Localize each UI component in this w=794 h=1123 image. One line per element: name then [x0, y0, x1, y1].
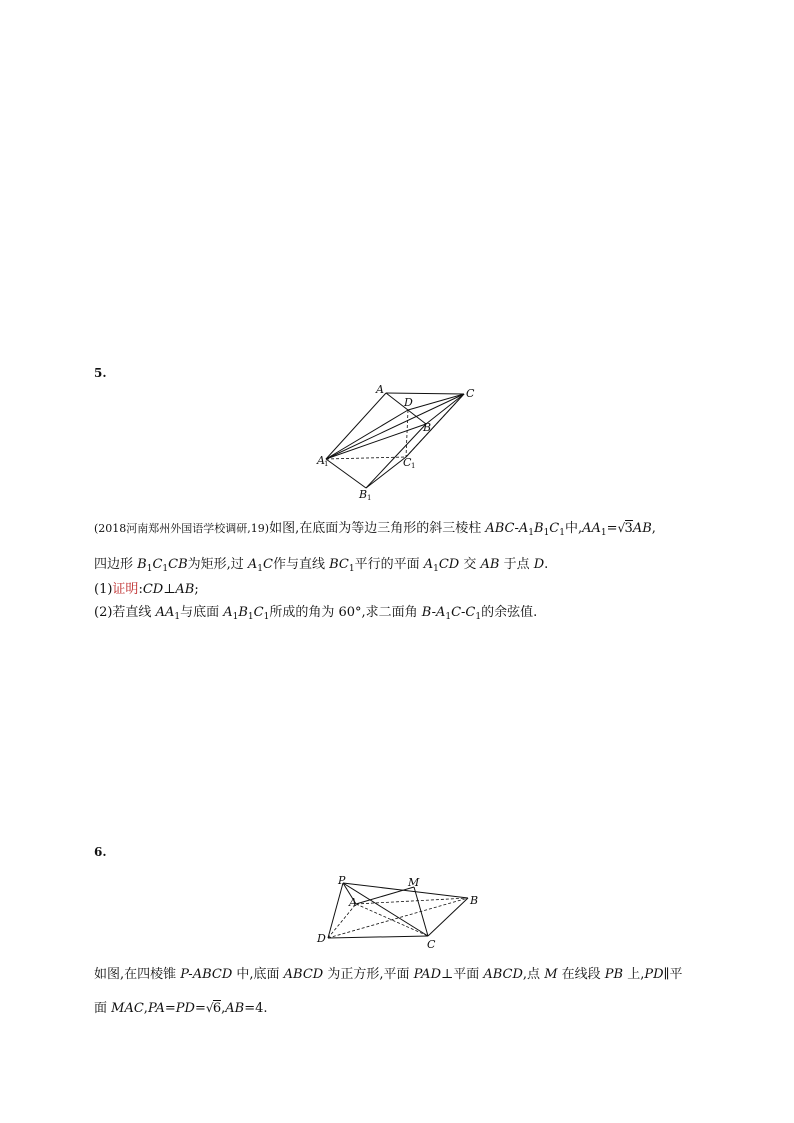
- math: C: [549, 521, 560, 536]
- label-p: P: [338, 874, 346, 887]
- label-a: A: [376, 383, 384, 396]
- label-b: B: [470, 894, 479, 907]
- math: CD: [438, 557, 460, 572]
- prove-keyword: 证明: [112, 582, 139, 597]
- q5-part-2: [94, 604, 537, 626]
- q5-part-1: [94, 581, 199, 599]
- label-d: D: [404, 396, 413, 409]
- math: B-A: [421, 605, 446, 620]
- text: 作与直线: [272, 557, 330, 572]
- edge-aa1: [326, 393, 386, 459]
- subscript: 1: [445, 612, 452, 622]
- math: BC: [329, 557, 349, 572]
- text: =4.: [244, 1001, 268, 1016]
- math: CB: [168, 557, 188, 572]
- q5-line-1: [94, 520, 656, 542]
- text: ,: [143, 1001, 148, 1016]
- prism-figure: [310, 380, 490, 505]
- math: AB: [480, 557, 500, 572]
- sqrt-3: √ 3: [617, 521, 633, 536]
- question-5-number: 5.: [94, 366, 107, 380]
- q6-line-1: [94, 966, 683, 984]
- math: AB: [632, 521, 652, 536]
- text: ∥平: [663, 967, 683, 982]
- math: MAC: [111, 1001, 144, 1016]
- label-c1-sub: 1: [411, 462, 416, 470]
- math: ABCD: [483, 967, 523, 982]
- math: ABC-A: [485, 521, 529, 536]
- text: 如图,在四棱锥: [94, 967, 181, 982]
- math: AA: [155, 605, 175, 620]
- math: CD⊥AB: [142, 582, 195, 597]
- math: AA: [582, 521, 601, 536]
- edge-pb: [343, 883, 468, 898]
- text: 中,: [564, 521, 583, 536]
- text: (2)若直线: [94, 605, 156, 620]
- subscript: 1: [475, 612, 482, 622]
- text: 为正方形,平面: [323, 967, 414, 982]
- math: P-ABCD: [180, 967, 233, 982]
- subscript: 1: [232, 612, 239, 622]
- radicand: 3: [624, 521, 633, 536]
- math: B: [137, 557, 147, 572]
- text: 中,底面: [232, 967, 284, 982]
- text: 四边形: [94, 557, 138, 572]
- label-a1: A: [317, 454, 325, 467]
- text: 上,: [623, 967, 645, 982]
- text: 与底面: [180, 605, 224, 620]
- text: =: [606, 521, 618, 536]
- math: C: [263, 557, 273, 572]
- math: AB: [225, 1001, 245, 1016]
- math: ABCD: [283, 967, 324, 982]
- math: C: [152, 557, 163, 572]
- subscript: 1: [559, 528, 565, 538]
- subscript: 1: [543, 528, 550, 538]
- label-b1-sub: 1: [367, 494, 372, 502]
- subscript: 1: [257, 564, 264, 574]
- text: ,: [221, 1001, 226, 1016]
- edge-am: [356, 887, 414, 904]
- math: D: [533, 557, 545, 572]
- label-b1: B: [359, 488, 368, 501]
- math: PB: [604, 967, 624, 982]
- math: B: [238, 605, 248, 620]
- math: M: [544, 967, 558, 982]
- edge-b1c1: [366, 457, 406, 488]
- subscript: 1: [247, 612, 254, 622]
- label-d: D: [317, 932, 326, 945]
- edge-c1c-dashed: [406, 394, 464, 457]
- math: C: [253, 605, 264, 620]
- label-c1: C: [403, 456, 412, 469]
- math: B: [534, 521, 544, 536]
- label-a: A: [349, 896, 357, 909]
- math: A: [247, 557, 258, 572]
- math: PD: [644, 967, 664, 982]
- edge-cb: [428, 898, 468, 936]
- q5-line-2: [94, 556, 548, 578]
- text: 如图,在底面为等边三角形的斜三棱柱: [269, 521, 486, 536]
- edge-dc1-dashed: [406, 410, 408, 457]
- edge-a1b1: [326, 459, 366, 488]
- text: 交: [459, 557, 481, 572]
- label-c: C: [466, 387, 475, 400]
- subscript: 1: [174, 612, 181, 622]
- edge-pd: [328, 883, 343, 938]
- subscript: 1: [433, 564, 439, 574]
- subscript: 1: [528, 528, 534, 538]
- text: ,点: [522, 967, 545, 982]
- text: ,: [651, 521, 656, 536]
- math: C-C: [451, 605, 476, 620]
- label-m: M: [408, 876, 420, 889]
- label-b: B: [423, 421, 432, 434]
- question-6-number: 6.: [94, 845, 107, 859]
- part-label: (1): [94, 582, 113, 597]
- text: 所成的角为 60°,求二面角: [269, 605, 422, 620]
- pyramid-figure: [310, 870, 490, 952]
- text: 为矩形,过: [187, 557, 248, 572]
- text: 在线段: [557, 967, 605, 982]
- edge-bb1: [366, 424, 426, 488]
- text: ⊥平面: [441, 967, 484, 982]
- subscript: 1: [146, 564, 153, 574]
- label-a1-sub: 1: [324, 460, 329, 468]
- subscript: 1: [600, 528, 607, 538]
- sqrt-6: √ 6: [205, 1001, 222, 1016]
- text: :: [138, 582, 143, 597]
- subscript: 1: [348, 564, 355, 574]
- edge-dc: [328, 936, 428, 938]
- q5-source: (2018河南郑州外国语学校调研,19): [94, 522, 270, 535]
- text: .: [544, 557, 549, 572]
- text: 平行的平面: [354, 557, 424, 572]
- label-c: C: [427, 938, 436, 951]
- text: 面: [94, 1001, 112, 1016]
- math: A: [423, 557, 434, 572]
- q6-line-2: [94, 1000, 268, 1018]
- edge-a1c: [326, 394, 464, 459]
- math: PAD: [413, 967, 441, 982]
- edge-ac: [386, 393, 464, 394]
- text: 于点: [499, 557, 534, 572]
- text: 的余弦值.: [481, 605, 538, 620]
- text: ;: [194, 582, 199, 597]
- math: A: [223, 605, 233, 620]
- radicand: 6: [212, 1001, 222, 1016]
- subscript: 1: [162, 564, 169, 574]
- subscript: 1: [263, 612, 270, 622]
- math: PA=PD=: [147, 1001, 206, 1016]
